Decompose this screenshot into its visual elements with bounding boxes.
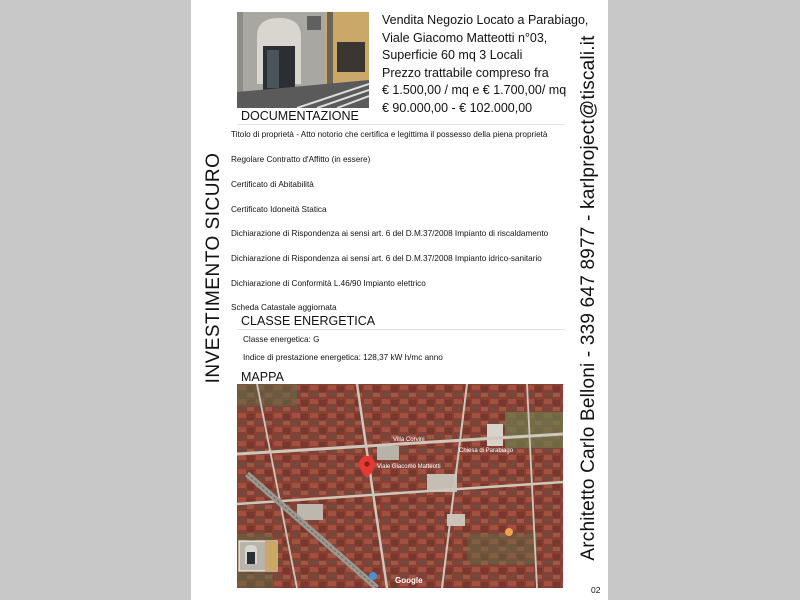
google-logo: Google <box>395 576 423 585</box>
headline-line: € 1.500,00 / mq e € 1.700,00/ mq <box>382 83 567 97</box>
document-item: Dichiarazione di Conformità L.46/90 Impianto elettrico <box>231 279 426 288</box>
headline-line: Viale Giacomo Matteotti n°03, <box>382 30 548 45</box>
document-item: Scheda Catastale aggiornata <box>231 303 337 312</box>
headline-line: Vendita Negozio Locato a Parabiago, <box>382 13 589 27</box>
listing-headline <box>382 12 587 117</box>
classe-energetica-title: CLASSE ENERGETICA <box>241 314 376 328</box>
document-item: Dichiarazione di Rispondenza ai sensi art. 6 del D.M.37/2008 Impianto di riscaldamento <box>231 229 549 238</box>
document-item: Titolo di proprietà - Atto notorio che certifica e legittima il possesso della piena proprietà <box>231 130 548 139</box>
map-label-chiesa: Chiesa di Parabiago <box>459 448 514 454</box>
page-number: 02 <box>591 585 601 595</box>
satellite-map[interactable] <box>237 384 563 588</box>
poi-icon[interactable] <box>369 572 377 580</box>
poi-icon[interactable] <box>505 528 513 536</box>
headline-line: Prezzo trattabile compreso fra <box>382 65 549 80</box>
document-item: Regolare Contratto d'Affitto (in essere) <box>231 155 371 164</box>
headline-line: € 90.000,00 - € 102.000,00 <box>382 100 533 115</box>
map-label-pin: Viale Giacomo Matteotti <box>377 464 441 470</box>
document-item: Certificato di Abitabilità <box>231 180 314 189</box>
side-contact: Architetto Carlo Belloni - 339 647 8977 - karlproject@tiscali.it <box>578 35 599 561</box>
map-label-villa: Villa Corvini <box>393 437 425 443</box>
storefront-photo <box>237 12 369 108</box>
document-item: Dichiarazione di Rispondenza ai sensi art. 6 del D.M.37/2008 Impianto idrico-sanitario <box>231 254 542 263</box>
section-divider <box>237 124 565 125</box>
documentazione-title: DOCUMENTAZIONE <box>241 109 359 123</box>
energy-index: Indice di prestazione energetica: 128,37 kW h/mc anno <box>243 353 443 362</box>
side-tagline: INVESTIMENTO SICURO <box>203 152 224 384</box>
mappa-title: MAPPA <box>241 370 284 384</box>
energy-class: Classe energetica: G <box>243 335 320 344</box>
document-item: Certificato Idoneità Statica <box>231 205 327 214</box>
headline-line: Superficie 60 mq 3 Locali <box>382 48 523 62</box>
street-view-thumbnail[interactable] <box>239 541 277 571</box>
section-divider <box>237 329 565 330</box>
